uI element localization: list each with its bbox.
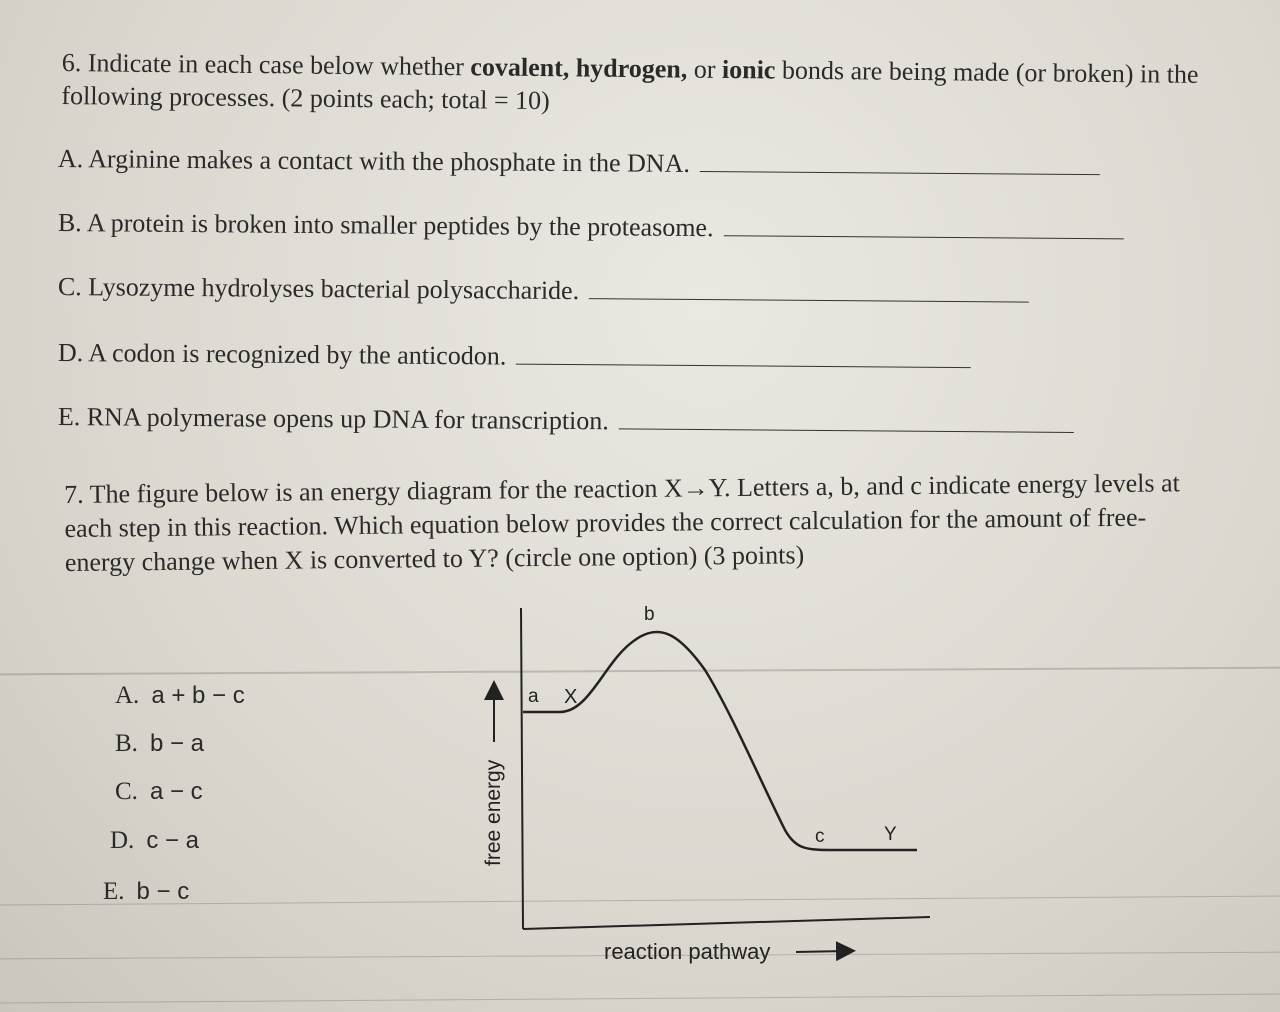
option-a[interactable]: A. a + b − c [115, 682, 245, 709]
question-6-item-d: D. A codon is recognized by the anticodon. [58, 338, 972, 375]
option-e[interactable]: E. b − c [103, 878, 190, 905]
question-6-item-c: C. Lysozyme hydrolyses bacterial polysaccharide. [58, 272, 1030, 310]
question-6-item-e: E. RNA polymerase opens up DNA for transcription. [58, 402, 1074, 440]
keyword-covalent: covalent, [470, 52, 570, 83]
option-b[interactable]: B. b − a [115, 730, 204, 757]
label-a: a [528, 686, 539, 707]
label-y: Y [884, 824, 897, 845]
y-axis-label: free energy [482, 759, 505, 866]
keyword-hydrogen: hydrogen, [575, 53, 688, 84]
label-b: b [644, 604, 655, 625]
question-6-item-a: A. Arginine makes a contact with the phosphate in the DNA. [58, 144, 1100, 182]
energy-curve [523, 632, 917, 850]
keyword-ionic: ionic [721, 54, 776, 85]
option-c[interactable]: C. a − c [115, 778, 203, 805]
label-x: X [564, 686, 578, 708]
question-6-prompt: 6. Indicate in each case below whether covalent, hydrogen, or ionic bonds are being made (or broken) in the following processes. (2 points each; total = 10) [61, 47, 1199, 116]
option-d[interactable]: D. c − a [110, 827, 200, 854]
x-axis-line [523, 917, 930, 929]
question-6-item-b: B. A protein is broken into smaller peptides by the proteasome. [58, 208, 1124, 246]
y-axis-line [521, 608, 523, 929]
x-axis-label: reaction pathway [604, 939, 771, 964]
question-7-prompt: 7. The figure below is an energy diagram for the reaction X→Y. Letters a, b, and c indicate energy levels at each step in this reaction. Which equation below provides the correct calculation for the amount of free-energy change when X is converted to Y? (circle one option) (3 points) [64, 468, 1180, 577]
reaction-pathway-arrow [796, 951, 846, 952]
label-c: c [815, 826, 825, 847]
